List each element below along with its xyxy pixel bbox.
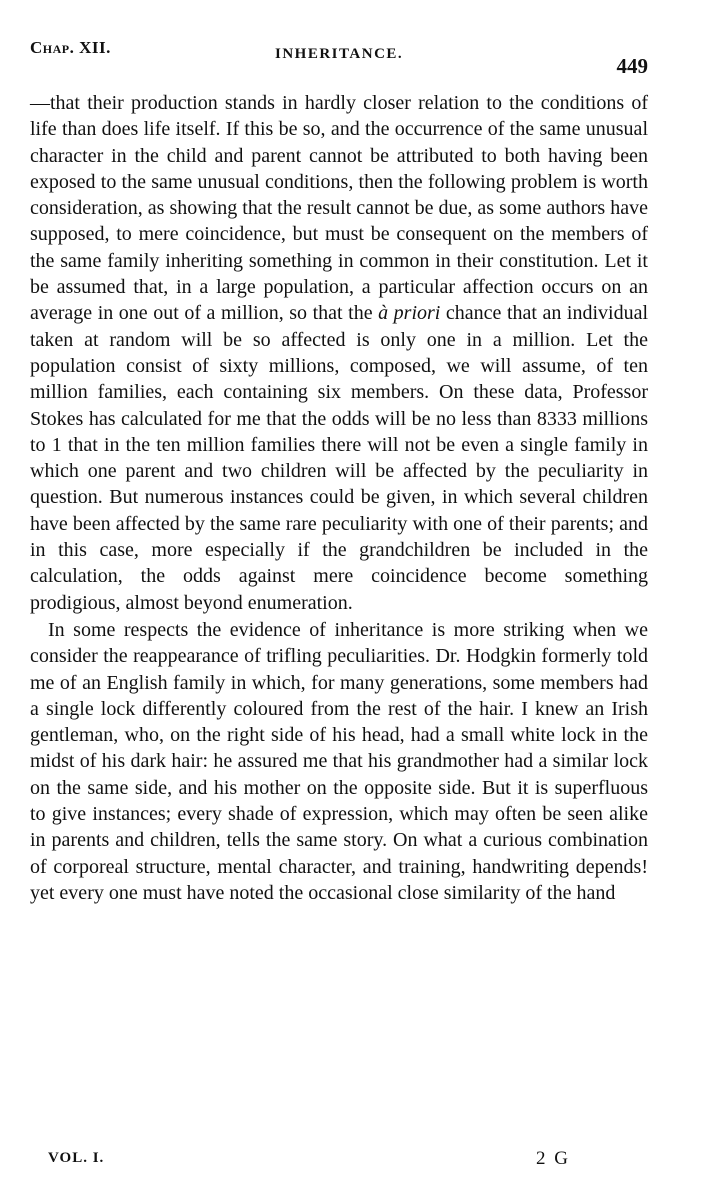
italic-phrase: à priori	[378, 302, 441, 325]
page-footer	[48, 1148, 568, 1178]
paragraph-1-part-2: chance that an individual taken at random will be so affected is only one in a million. Let the population consist of sixty millions, composed, we will assume, of ten million families, each containing six members. On these data, Professor Stokes has calculated for me that the odds will be no less than 8333 millions to 1 that in the ten million families there will not be even a single family in which one parent and two children will be affected by the peculiarity in question. But numerous instances could be given, in which several children have been affected by the same rare peculiarity with one of their parents; and in this case, more especially if the grandchildren be included in the calculation, the odds against mere coincidence become something prodigious, almost beyond enumeration.	[30, 302, 649, 614]
body-text	[30, 90, 648, 906]
paragraph-1	[30, 90, 648, 616]
section-title: INHERITANCE.	[275, 46, 404, 62]
paragraph-1-part-1: —that their production stands in hardly closer relation to the conditions of life than does life itself. If this be so, and the occurrence of the same unusual character in the child and parent cannot be attributed to both having been exposed to the same unusual conditions, then the following problem is worth consideration, as showing that the result cannot be due, as some authors have supposed, to mere coincidence, but must be consequent on the members of the same family inheriting something in common in their constitution. Let it be assumed that, in a large population, a particular affection occurs on an average in one out of a million, so that the	[30, 92, 648, 325]
page-number: 449	[616, 54, 648, 78]
paragraph-2: In some respects the evidence of inheritance is more striking when we consider the reappearance of trifling peculiarities. Dr. Hodgkin formerly told me of an English family in which, for many generations, some members had a single lock differently coloured from the rest of the hair. I knew an Irish gentleman, who, on the right side of his head, had a small white lock in the midst of his dark hair: he assured me that his grandmother had a similar lock on the same side, and his mother on the opposite side. But it is superfluous to give instances; every shade of expression, which may often be seen alike in parents and children, tells the same story. On what a curious combination of corporeal structure, mental character, and training, handwriting depends! yet every one must have noted the occasional close similarity of the hand	[30, 618, 648, 904]
running-head	[30, 38, 648, 78]
volume-label: VOL. I.	[48, 1150, 105, 1166]
chapter-heading: Chap. XII.	[30, 38, 111, 57]
signature-mark: 2 G	[536, 1148, 568, 1169]
